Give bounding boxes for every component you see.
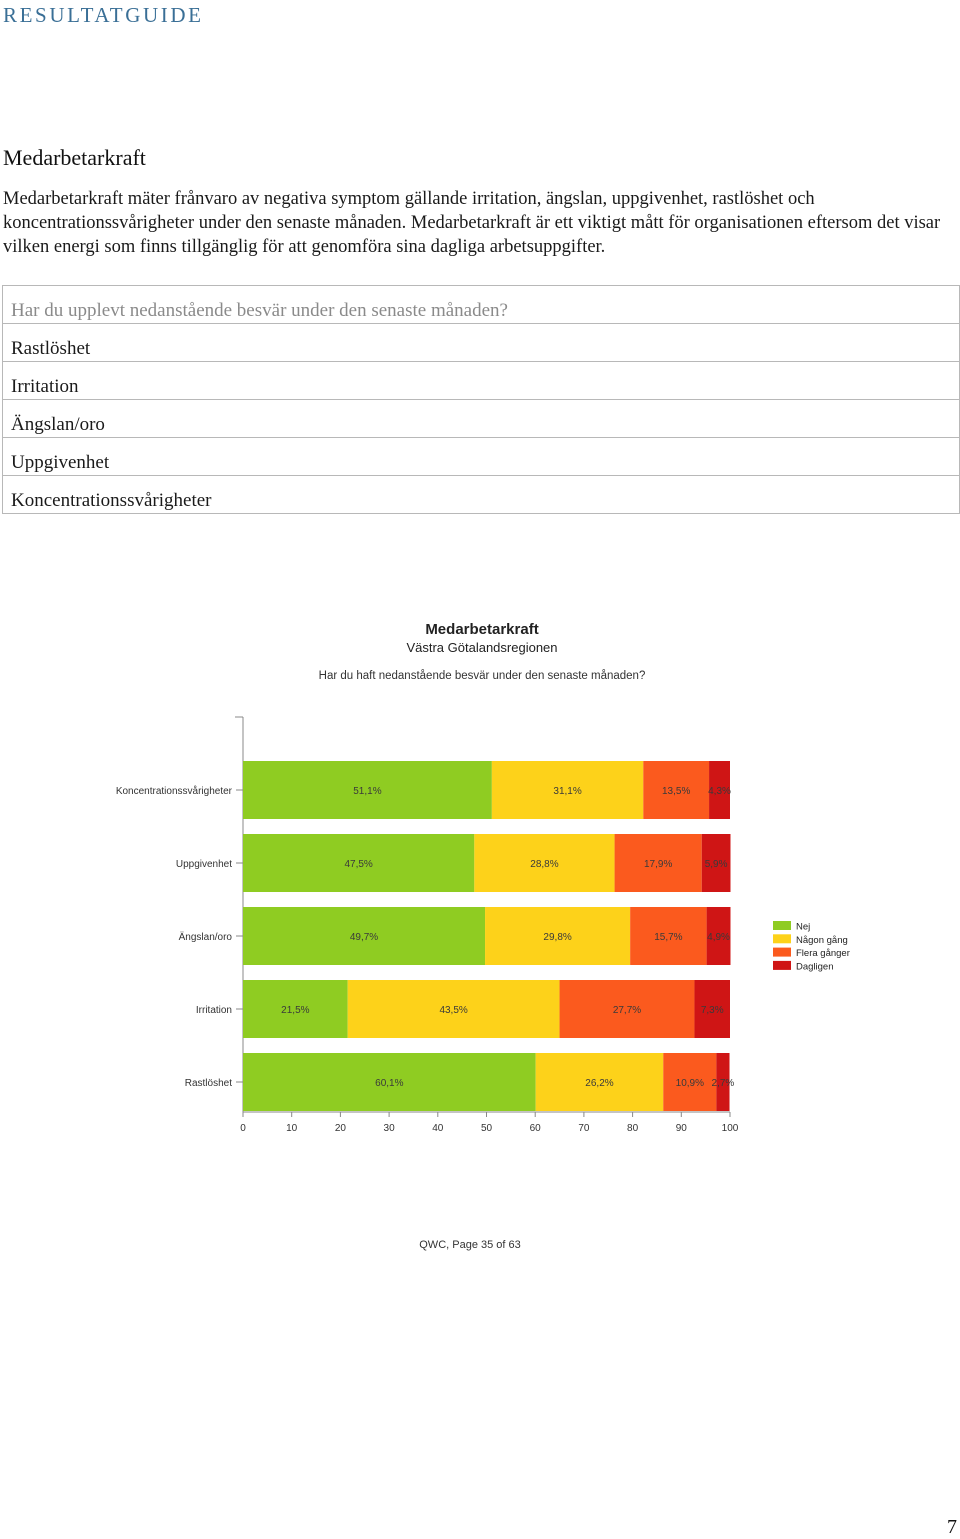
category-label: Ängslan/oro [178, 932, 232, 943]
chart-title: Medarbetarkraft [425, 621, 539, 638]
chart-subtitle: Västra Götalandsregionen [406, 640, 558, 655]
x-tick-label: 10 [286, 1123, 298, 1134]
question-header: Har du upplevt nedanstående besvär under den senaste månaden? [3, 286, 960, 324]
chart-question: Har du haft nedanstående besvär under den senaste månaden? [318, 670, 646, 682]
data-label: 27,7% [612, 1005, 642, 1016]
data-label: 15,7% [654, 932, 683, 943]
chart-footer: QWC, Page 35 of 63 [419, 1239, 521, 1251]
question-row-label: Koncentrationssvårigheter [3, 476, 960, 514]
x-tick-label: 90 [675, 1123, 687, 1134]
category-label: Rastlöshet [184, 1078, 232, 1089]
data-label: 31,1% [553, 786, 582, 797]
data-label: 21,5% [281, 1005, 310, 1016]
question-row-label: Ängslan/oro [3, 400, 960, 438]
table-row [3, 324, 960, 362]
x-tick-label: 30 [383, 1123, 395, 1134]
stacked-bar-chart [0, 600, 960, 1260]
category-label: Uppgivenhet [175, 859, 232, 870]
data-label: 4,9% [707, 932, 730, 943]
data-label: 51,1% [353, 786, 382, 797]
question-row-label: Irritation [3, 362, 960, 400]
question-row-label: Rastlöshet [3, 324, 960, 362]
legend-label: Någon gång [796, 934, 848, 946]
data-label: 17,9% [643, 859, 673, 870]
table-row [3, 438, 960, 476]
x-tick-label: 0 [240, 1123, 246, 1134]
document-header: RESULTATGUIDE [3, 3, 204, 27]
data-label: 49,7% [349, 932, 379, 943]
section-intro: Medarbetarkraft mäter frånvaro av negativa symptom gällande irritation, ängslan, uppgivenhet, rastlöshet och koncentrationssvårigheter under den senaste månaden. Medarbetarkraft är ett viktigt mått för organisationen eftersom det visar vilken energi som finns tillgänglig för att genomföra sina dagliga arbetsuppgifter. [3, 189, 941, 257]
x-tick-label: 60 [529, 1123, 541, 1134]
table-row [3, 362, 960, 400]
x-tick-label: 50 [480, 1123, 493, 1134]
data-label: 28,8% [530, 859, 559, 870]
data-label: 5,9% [704, 859, 728, 870]
x-tick-label: 80 [627, 1123, 639, 1134]
data-label: 43,5% [439, 1005, 468, 1016]
data-label: 26,2% [585, 1078, 614, 1089]
legend-label: Flera gånger [796, 948, 850, 960]
data-label: 4,3% [708, 786, 731, 797]
legend-swatch [773, 961, 791, 970]
table-header-row [3, 286, 960, 324]
x-tick-label: 20 [334, 1123, 346, 1134]
question-row-label: Uppgivenhet [3, 438, 960, 476]
data-label: 10,9% [675, 1078, 705, 1089]
table-row [3, 400, 960, 438]
data-label: 47,5% [344, 859, 373, 870]
data-label: 29,8% [543, 932, 572, 943]
legend-swatch [773, 921, 791, 930]
x-tick-label: 40 [432, 1123, 444, 1134]
page-number: 7 [947, 1516, 957, 1538]
legend-swatch [773, 948, 791, 957]
x-tick-label: 100 [721, 1123, 739, 1134]
table-row [3, 476, 960, 514]
legend-label: Dagligen [796, 961, 834, 973]
data-label: 7,3% [700, 1005, 724, 1016]
data-label: 13,5% [662, 786, 691, 797]
data-label: 60,1% [375, 1078, 404, 1089]
category-label: Koncentrationssvårigheter [115, 786, 232, 797]
legend-label: Nej [796, 921, 811, 933]
legend-swatch [773, 934, 791, 943]
data-label: 2,7% [711, 1078, 735, 1089]
category-label: Irritation [195, 1005, 232, 1016]
section-heading: Medarbetarkraft [3, 145, 146, 170]
x-tick-label: 70 [578, 1123, 590, 1134]
question-table [2, 285, 960, 514]
